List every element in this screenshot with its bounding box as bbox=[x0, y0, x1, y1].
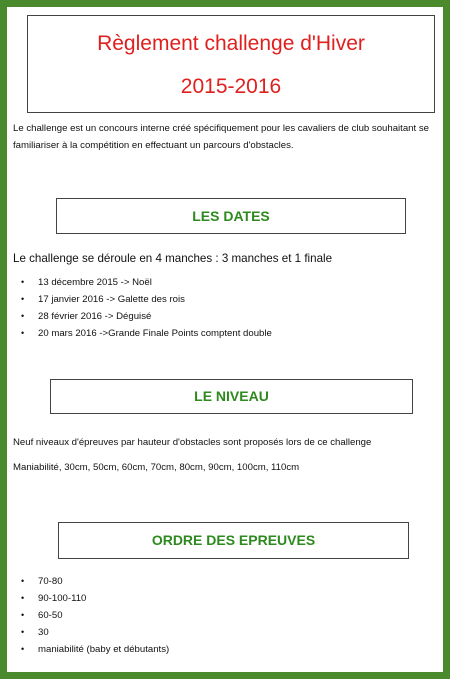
list-item bbox=[13, 573, 169, 590]
list-item bbox=[13, 590, 169, 607]
bullet-icon: • bbox=[21, 277, 25, 287]
list-item bbox=[13, 641, 169, 658]
list-item bbox=[13, 325, 272, 342]
title-box bbox=[27, 15, 435, 113]
bullet-icon: • bbox=[21, 311, 25, 321]
section-heading-ordre: ORDRE DES EPREUVES bbox=[58, 522, 409, 559]
date-item-text: 28 février 2016 -> Déguisé bbox=[38, 311, 152, 322]
bullet-icon: • bbox=[21, 627, 25, 637]
document-season: 2015-2016 bbox=[180, 75, 282, 98]
list-item bbox=[13, 624, 169, 641]
date-item-text: 20 mars 2016 ->Grande Finale Points comptent double bbox=[38, 328, 272, 339]
dates-list bbox=[13, 274, 272, 342]
section-heading-dates: LES DATES bbox=[56, 198, 406, 234]
ordre-item-text: 70-80 bbox=[38, 576, 63, 587]
bullet-icon: • bbox=[21, 576, 25, 586]
date-item-text: 17 janvier 2016 -> Galette des rois bbox=[38, 294, 185, 305]
dates-lead-text: Le challenge se déroule en 4 manches : 3 manches et 1 finale bbox=[13, 252, 333, 265]
bullet-icon: • bbox=[21, 294, 25, 304]
bullet-icon: • bbox=[21, 644, 25, 654]
date-item-text: 13 décembre 2015 -> Noël bbox=[38, 277, 152, 288]
list-item bbox=[13, 607, 169, 624]
ordre-item-text: maniabilité (baby et débutants) bbox=[38, 644, 170, 655]
intro-paragraph: Le challenge est un concours interne créé spécifiquement pour les cavaliers de club souhaitant se familiariser à la compétition en effectuant un parcours d'obstacles. bbox=[13, 123, 429, 151]
ordre-item-text: 90-100-110 bbox=[38, 593, 87, 604]
niveau-heights: Maniabilité, 30cm, 50cm, 60cm, 70cm, 80cm, 90cm, 100cm, 110cm bbox=[13, 462, 300, 473]
list-item bbox=[13, 291, 272, 308]
ordre-item-text: 60-50 bbox=[38, 610, 63, 621]
section-heading-niveau: LE NIVEAU bbox=[50, 379, 413, 414]
bullet-icon: • bbox=[21, 610, 25, 620]
document-title: Règlement challenge d'Hiver bbox=[97, 32, 365, 55]
list-item bbox=[13, 308, 272, 325]
niveau-description: Neuf niveaux d'épreuves par hauteur d'obstacles sont proposés lors de ce challenge bbox=[13, 437, 372, 448]
ordre-item-text: 30 bbox=[38, 627, 49, 638]
bullet-icon: • bbox=[21, 593, 25, 603]
ordre-list bbox=[13, 573, 169, 658]
list-item bbox=[13, 274, 272, 291]
bullet-icon: • bbox=[21, 328, 25, 338]
